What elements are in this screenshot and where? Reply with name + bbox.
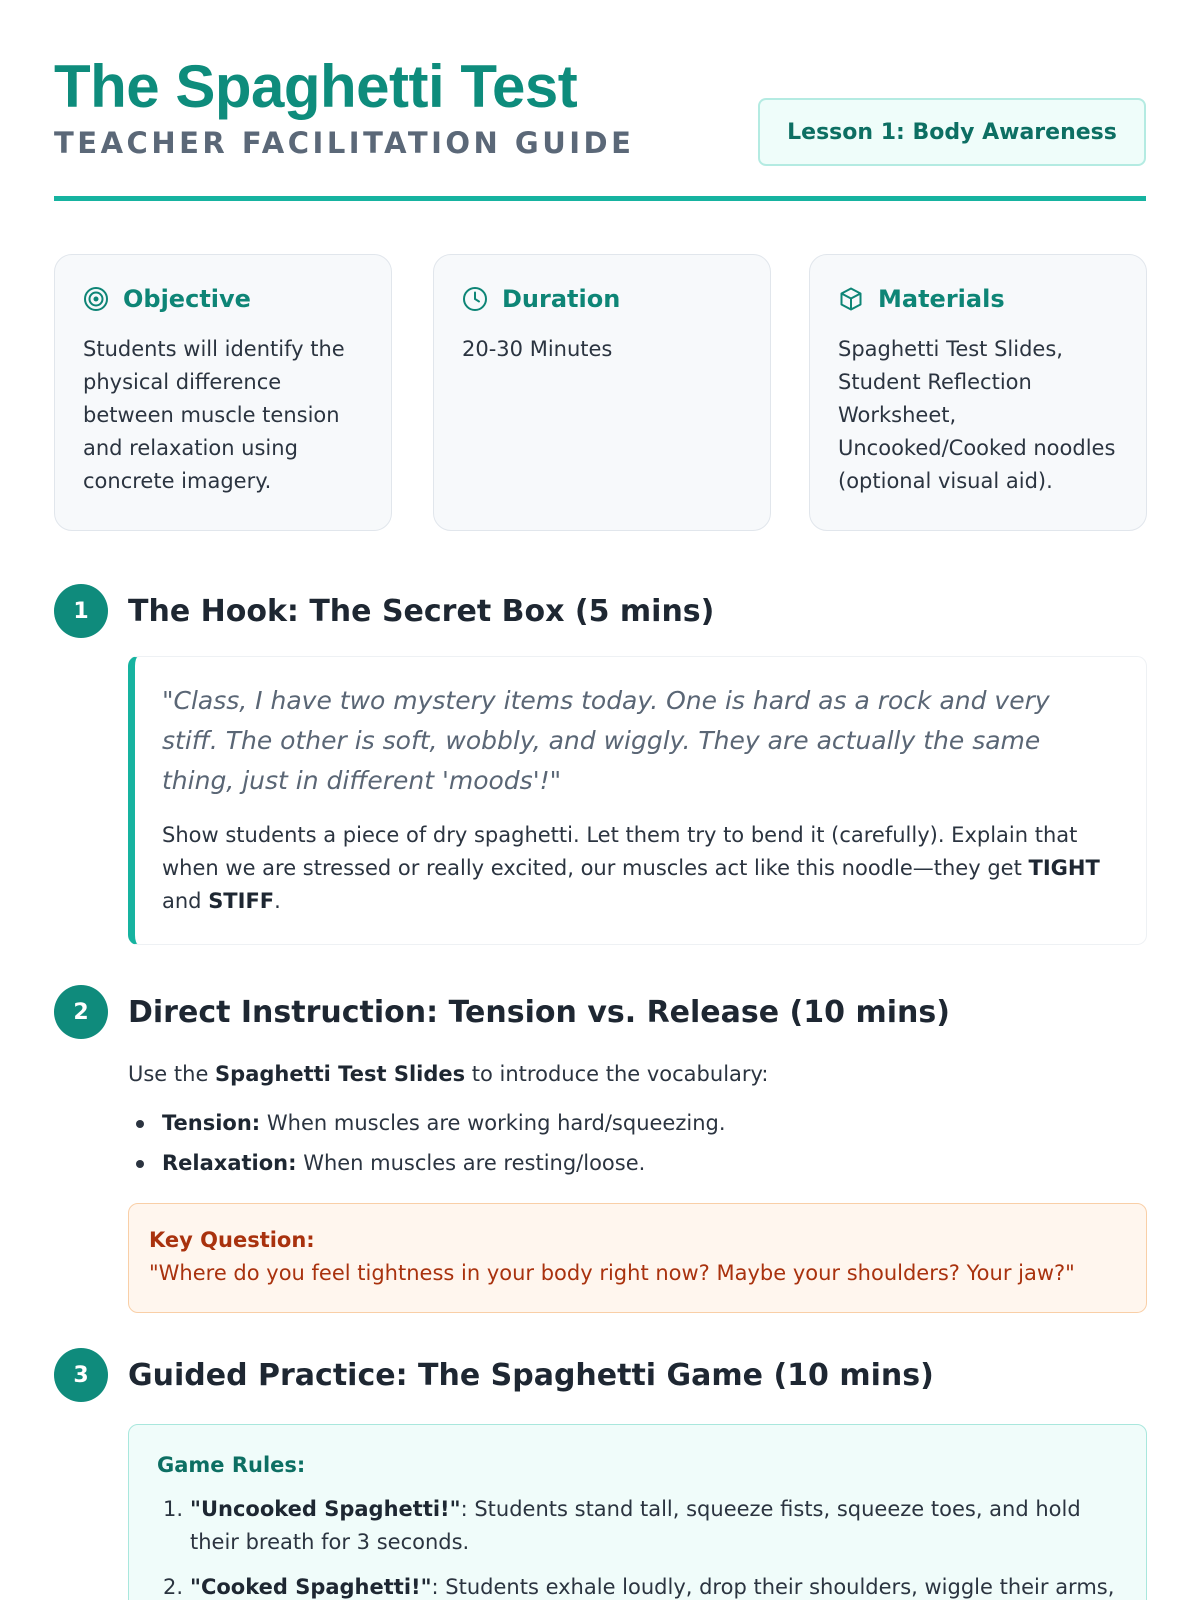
vocab-term: Tension: — [162, 1111, 261, 1135]
info-cards — [54, 254, 1147, 531]
lesson-badge: Lesson 1: Body Awareness — [758, 98, 1146, 166]
paragraph-text: Show students a piece of dry spaghetti. Let them try to bend it (carefully). Explain that when we are stressed or really excited, our muscles act like this noodle—they get — [162, 823, 1078, 880]
key-question-text: "Where do you feel tightness in your body right now? Maybe your shoulders? Your jaw?" — [149, 1261, 1075, 1285]
paragraph-text: . — [274, 889, 281, 913]
vocabulary-list — [128, 1109, 1147, 1177]
card-title — [838, 285, 1118, 313]
instruction-paragraph — [162, 819, 1110, 918]
step-number-badge: 2 — [54, 985, 108, 1039]
emphasis-stiff: STIFF — [208, 889, 275, 913]
vocab-definition: When muscles are resting/loose. — [296, 1151, 646, 1175]
section-header — [54, 1348, 1147, 1402]
intro-text — [128, 1059, 1147, 1089]
vocab-term: Relaxation: — [162, 1151, 297, 1175]
section-header — [54, 985, 1147, 1039]
step-number-badge: 1 — [54, 584, 108, 638]
paragraph-text: and — [162, 889, 209, 913]
key-question-box — [128, 1203, 1147, 1313]
list-item — [128, 1109, 1147, 1137]
section-header — [54, 584, 1147, 638]
section-guided-practice — [54, 1348, 1147, 1600]
card-body: Students will identify the physical difference between muscle tension and relaxation using concrete imagery. — [83, 337, 345, 493]
target-icon — [83, 286, 109, 312]
card-body: 20-30 Minutes — [462, 337, 613, 361]
game-rules-title: Game Rules: — [157, 1453, 306, 1477]
teacher-quote: "Class, I have two mystery items today. One is hard as a rock and very stiff. The other is soft, wobbly, and wiggly. They are actually the same thing, just in different 'moods'!" — [162, 686, 1050, 795]
card-body: Spaghetti Test Slides, Student Reflection Worksheet, Uncooked/Cooked noodles (optional visual aid). — [838, 337, 1116, 493]
section-hook — [54, 584, 1147, 945]
page-title: The Spaghetti Test — [54, 53, 578, 120]
list-item — [128, 1149, 1147, 1177]
section-title: The Hook: The Secret Box (5 mins) — [128, 593, 715, 629]
key-question-title: Key Question: — [149, 1228, 315, 1252]
section-body — [128, 1059, 1147, 1313]
step-number-badge: 3 — [54, 1348, 108, 1402]
card-title-label: Objective — [123, 285, 251, 313]
card-title-label: Duration — [502, 285, 621, 313]
page-subtitle: TEACHER FACILITATION GUIDE — [54, 126, 635, 160]
objective-card — [54, 254, 392, 531]
card-title-label: Materials — [878, 285, 1005, 313]
section-title: Direct Instruction: Tension vs. Release (10 mins) — [128, 994, 950, 1030]
rule-text: : Students stand tall, squeeze fists, squeeze toes, and hold their breath for 3 seconds. — [190, 1497, 1081, 1554]
rule-number: 1. — [163, 1497, 184, 1521]
intro-text-part: Use the — [128, 1062, 216, 1086]
page-header — [54, 0, 1146, 201]
emphasis-tight: TIGHT — [1028, 856, 1100, 880]
section-direct-instruction — [54, 985, 1147, 1313]
rule-term: "Uncooked Spaghetti!" — [190, 1497, 461, 1521]
section-title: Guided Practice: The Spaghetti Game (10 mins) — [128, 1357, 934, 1393]
quote-box — [128, 656, 1147, 945]
card-title — [462, 285, 742, 313]
rule-text: : Students exhale loudly, drop their shoulders, wiggle their arms, — [431, 1575, 1115, 1599]
slides-reference: Spaghetti Test Slides — [215, 1062, 466, 1086]
game-rules-box — [128, 1424, 1147, 1600]
box-icon — [838, 286, 864, 312]
list-item — [157, 1493, 1118, 1559]
card-title — [83, 285, 363, 313]
vocab-definition: When muscles are working hard/squeezing. — [260, 1111, 726, 1135]
materials-card — [809, 254, 1147, 531]
clock-icon — [462, 286, 488, 312]
rule-number: 2. — [163, 1575, 184, 1599]
game-rules-list — [157, 1493, 1118, 1600]
rule-term: "Cooked Spaghetti!" — [190, 1575, 432, 1599]
intro-text-part: to introduce the vocabulary: — [465, 1062, 769, 1086]
duration-card — [433, 254, 771, 531]
list-item — [157, 1571, 1118, 1600]
